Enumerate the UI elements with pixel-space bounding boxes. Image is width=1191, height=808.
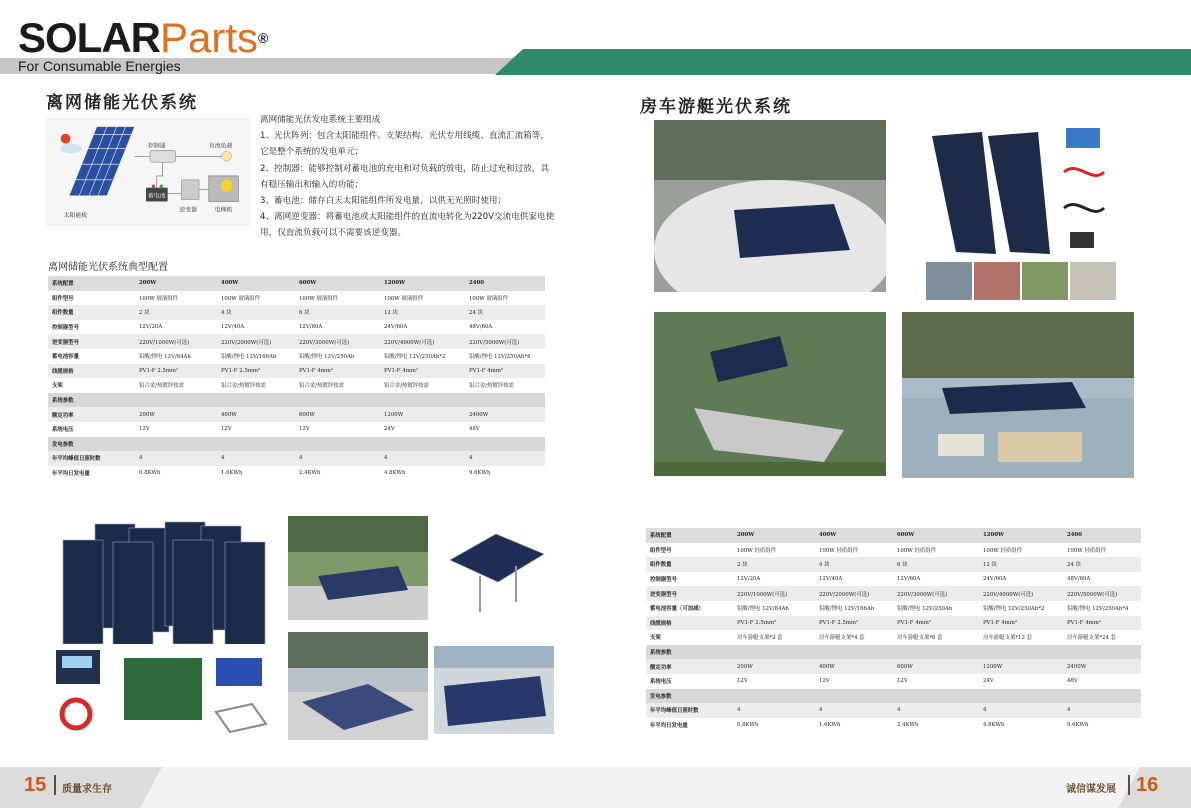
table-cell: 线缆规格	[48, 364, 135, 379]
rv-roof-photo	[654, 120, 886, 292]
components-photo	[52, 644, 280, 740]
table-section-row	[48, 437, 545, 452]
rv-yacht-config-table	[646, 528, 1141, 732]
brand-logo	[18, 14, 268, 76]
table-cell: 24V	[979, 674, 1063, 689]
table-cell: 铅酸/锂电 12V/166Ah	[217, 349, 295, 364]
left-footer-slogan: 质量求生存	[62, 784, 112, 795]
table-cell: 6 块	[295, 305, 380, 320]
diagram-label-dc-load: 直流负载	[208, 143, 233, 150]
table-cell: 12V/60A	[295, 320, 380, 335]
table-cell: 房车游艇支架*4 套	[815, 630, 893, 645]
brand-wordmark	[18, 16, 267, 60]
table-cell: 逆变器型号	[48, 334, 135, 349]
table-cell: PV1-F 4mm²	[979, 616, 1063, 631]
table-cell: 2400	[1063, 528, 1141, 543]
table-cell: 逆变器型号	[646, 586, 733, 601]
table-cell: 400W	[815, 659, 893, 674]
table-cell: PV1-F 4mm²	[465, 364, 545, 379]
offgrid-config-table	[48, 276, 545, 480]
table-cell: 铅酸/锂电 12V/250Ah*2	[380, 349, 465, 364]
table-cell: 100W 玻璃组件	[295, 291, 380, 306]
table-cell: 铅酸/锂电 12V/250Ah*4	[1063, 601, 1141, 616]
table-cell: 0.8KWh	[135, 466, 217, 481]
table-cell: 12V	[295, 422, 380, 437]
table-cell: 2 块	[135, 305, 217, 320]
table-cell: 100W 玻璃组件	[135, 291, 217, 306]
system-diagram-svg	[47, 119, 249, 225]
table-cell: PV1-F 2.5mm²	[815, 616, 893, 631]
table-cell: 12V/40A	[815, 572, 893, 587]
table-cell: 4	[217, 451, 295, 466]
table-cell: 100W 玻璃组件	[217, 291, 295, 306]
table-row	[646, 572, 1141, 587]
table-cell: 48V	[465, 422, 545, 437]
table-cell: 220V/3000W(可选)	[893, 586, 979, 601]
table-row	[48, 305, 545, 320]
table-cell: 100W 轻质组件	[733, 543, 815, 558]
footer-separator-right	[1128, 775, 1130, 795]
cloud-icon	[61, 144, 83, 154]
table-cell: 100W 轻质组件	[815, 543, 893, 558]
intro-line: 3、蓄电池：储存白天太阳能组件所发电量，以供无光照时使用；	[260, 196, 507, 207]
brand-name-suffix: Parts	[160, 14, 259, 61]
table-cell: 年平均日发电量	[48, 466, 135, 481]
table-cell: 48V/60A	[1063, 572, 1141, 587]
table-cell: PV1-F 4mm²	[893, 616, 979, 631]
table-cell: 12 块	[380, 305, 465, 320]
rooftop-mount-photo	[288, 632, 428, 740]
intro-line: 离网储能光伏发电系统主要组成	[260, 115, 381, 125]
table-cell: 220V/2000W(可选)	[815, 586, 893, 601]
table-cell: 房车游艇支架*12 套	[979, 630, 1063, 645]
system-intro-text	[260, 112, 555, 242]
table-cell: 220V/3000W(可选)	[295, 334, 380, 349]
table-cell: 12V	[815, 674, 893, 689]
table-cell: 铝合金/热镀锌按需	[217, 378, 295, 393]
table-row	[646, 718, 1141, 733]
registered-mark: ®	[258, 30, 268, 46]
table-cell: 220V/4000W(可选)	[979, 586, 1063, 601]
table-cell: 4 块	[217, 305, 295, 320]
table-cell: 220V/2000W(可选)	[217, 334, 295, 349]
dc-load-bulb-icon	[222, 151, 232, 161]
diagram-label-battery: 蓄电池	[148, 193, 166, 200]
table-cell: 100W 轻质组件	[1063, 543, 1141, 558]
brand-name-prefix: SOLAR	[18, 14, 160, 61]
table-cell: 220V/5000W(可选)	[1063, 586, 1141, 601]
rv-thumbnails-strip	[926, 262, 1116, 300]
table-cell: 1200W	[979, 528, 1063, 543]
table-cell: 12V	[135, 422, 217, 437]
table-row	[646, 703, 1141, 718]
table-cell: 铅酸/锂电 12V/250Ah	[295, 349, 380, 364]
table-cell: 年平均峰值日照时数	[646, 703, 733, 718]
table-cell: 额定功率	[48, 407, 135, 422]
section-label: 系统参数	[646, 645, 1141, 660]
table-cell: 12 块	[979, 557, 1063, 572]
table-cell: 200W	[135, 276, 217, 291]
table-cell: 房车游艇支架*6 套	[893, 630, 979, 645]
left-table-caption: 离网储能光伏系统典型配置	[48, 262, 168, 273]
intro-line: 1、光伏阵列：包含太阳能组件、支架结构、光伏专用线缆、直流汇流箱等，它是整个系统的发电单元；	[260, 131, 550, 158]
intro-line: 2、控制器：能够控制对蓄电池的充电和对负载的放电，防止过充和过放，具有稳压输出和输入的功能；	[260, 163, 550, 190]
table-row	[646, 630, 1141, 645]
table-cell: 4	[135, 451, 217, 466]
table-cell: 220V/1000W(可选)	[135, 334, 217, 349]
sun-icon	[61, 134, 71, 144]
table-cell: 400W	[217, 276, 295, 291]
table-cell: 2.4KWh	[295, 466, 380, 481]
table-cell: 年平均日发电量	[646, 718, 733, 733]
offgrid-system-diagram	[46, 118, 250, 226]
table-cell: PV1-F 4mm²	[1063, 616, 1141, 631]
canoe-solar-photo	[654, 312, 886, 476]
right-footer-slogan: 诚信谋发展	[1066, 784, 1116, 795]
table-cell: 0.8KWh	[733, 718, 815, 733]
table-cell: 600W	[893, 528, 979, 543]
table-cell: 220V/5000W(可选)	[465, 334, 545, 349]
table-cell: 铅酸/锂电 12V/84Ah	[135, 349, 217, 364]
table-cell: 控制器型号	[48, 320, 135, 335]
footer-separator-left	[54, 775, 56, 795]
table-cell: 铝合金/热镀锌按需	[295, 378, 380, 393]
header-green-band	[495, 49, 1191, 75]
table-cell: 1200W	[380, 407, 465, 422]
brand-tagline: For Consumable Energies	[18, 58, 181, 74]
table-cell: 12V/20A	[733, 572, 815, 587]
table-cell: 铝合金/热镀锌按需	[380, 378, 465, 393]
diagram-label-controller: 控制器	[148, 143, 166, 150]
left-section-title: 离网储能光伏系统	[46, 93, 198, 113]
solar-panel-icon	[69, 127, 134, 196]
table-row	[48, 407, 545, 422]
smile-icon	[221, 180, 233, 192]
table-cell: 220V/1000W(可选)	[733, 586, 815, 601]
table-cell: PV1-F 2.5mm²	[733, 616, 815, 631]
table-row	[48, 364, 545, 379]
table-cell: 12V/40A	[217, 320, 295, 335]
table-cell: 额定功率	[646, 659, 733, 674]
table-cell: 2400	[465, 276, 545, 291]
table-row	[646, 659, 1141, 674]
table-cell: 24V/60A	[979, 572, 1063, 587]
diagram-label-panel: 太阳能板	[63, 213, 88, 220]
table-cell: 12V	[893, 674, 979, 689]
table-cell: 蓄电池容量	[48, 349, 135, 364]
table-cell: PV1-F 2.5mm²	[217, 364, 295, 379]
table-section-row	[48, 393, 545, 408]
rv-accessories-photo	[1058, 124, 1108, 258]
table-cell: 系统配置	[646, 528, 733, 543]
section-label: 发电参数	[646, 689, 1141, 704]
panel-bracket-photo	[440, 520, 552, 620]
table-cell: 100W 玻璃组件	[465, 291, 545, 306]
table-row	[646, 616, 1141, 631]
table-cell: 12V/60A	[893, 572, 979, 587]
table-cell: 支架	[646, 630, 733, 645]
table-cell: 线缆规格	[646, 616, 733, 631]
inverter-icon	[181, 180, 199, 200]
table-cell: PV1-F 4mm²	[380, 364, 465, 379]
table-cell: PV1-F 4mm²	[295, 364, 380, 379]
table-cell: 12V	[733, 674, 815, 689]
table-cell: 400W	[815, 528, 893, 543]
left-page-number: 15	[24, 774, 47, 796]
table-row	[48, 378, 545, 393]
table-cell: 4	[733, 703, 815, 718]
section-label: 系统参数	[48, 393, 545, 408]
table-cell: 200W	[733, 659, 815, 674]
table-cell: 系统电压	[646, 674, 733, 689]
table-cell: PV1-F 2.5mm²	[135, 364, 217, 379]
table-cell: 组件数量	[48, 305, 135, 320]
table-cell: 系统电压	[48, 422, 135, 437]
table-cell: 组件型号	[48, 291, 135, 306]
controller-icon	[150, 150, 176, 162]
table-cell: 24V/60A	[380, 320, 465, 335]
table-cell: 4	[893, 703, 979, 718]
ground-mount-photo	[288, 516, 428, 620]
table-cell: 组件数量	[646, 557, 733, 572]
table-cell: 控制器型号	[646, 572, 733, 587]
table-cell: 48V	[1063, 674, 1141, 689]
table-row	[646, 543, 1141, 558]
table-cell: 220V/4000W(可选)	[380, 334, 465, 349]
table-cell: 1200W	[979, 659, 1063, 674]
rv-rooftop-panels-photo	[902, 312, 1134, 478]
table-cell: 4	[979, 703, 1063, 718]
table-cell: 200W	[135, 407, 217, 422]
table-row	[646, 557, 1141, 572]
right-page-number: 16	[1136, 774, 1159, 796]
table-cell: 蓄电池容量（可加减）	[646, 601, 733, 616]
table-cell: 4.8KWh	[979, 718, 1063, 733]
table-cell: 12V	[217, 422, 295, 437]
table-cell: 9.6KWh	[1063, 718, 1141, 733]
table-cell: 600W	[295, 407, 380, 422]
table-cell: 100W 轻质组件	[979, 543, 1063, 558]
table-cell: 铅酸/锂电 12V/250Ah	[893, 601, 979, 616]
flexible-panels-photo	[926, 128, 1052, 256]
table-cell: 4	[465, 451, 545, 466]
table-cell: 支架	[48, 378, 135, 393]
flat-roof-array-photo	[434, 646, 554, 734]
table-cell: 年平均峰值日照时数	[48, 451, 135, 466]
table-cell: 4	[815, 703, 893, 718]
section-label: 发电参数	[48, 437, 545, 452]
intro-line: 4、离网逆变器：将蓄电池或太阳能组件的直流电转化为220V交流电供家电使用，仅直流负载可以不需要该逆变器。	[260, 212, 555, 239]
table-cell: 4	[380, 451, 465, 466]
table-row	[48, 422, 545, 437]
table-row	[48, 451, 545, 466]
table-cell: 1200W	[380, 276, 465, 291]
table-cell: 4	[295, 451, 380, 466]
table-cell: 24V	[380, 422, 465, 437]
table-cell: 6 块	[893, 557, 979, 572]
table-cell: 4 块	[815, 557, 893, 572]
table-header-row	[48, 276, 545, 291]
table-cell: 600W	[893, 659, 979, 674]
table-row	[48, 334, 545, 349]
table-cell: 4	[1063, 703, 1141, 718]
table-cell: 铝合金/热镀锌按需	[135, 378, 217, 393]
table-cell: 铅酸/锂电 12V/250Ah*4	[465, 349, 545, 364]
table-cell: 48V/60A	[465, 320, 545, 335]
panel-stack-photo	[55, 518, 277, 646]
table-cell: 1.6KWh	[815, 718, 893, 733]
table-cell: 100W 轻质组件	[893, 543, 979, 558]
table-cell: 12V/20A	[135, 320, 217, 335]
right-section-title: 房车游艇光伏系统	[640, 97, 792, 117]
table-cell: 1.6KWh	[217, 466, 295, 481]
table-cell: 2.4KWh	[893, 718, 979, 733]
diagram-label-appliance: 电梯机	[214, 207, 233, 214]
table-cell: 400W	[217, 407, 295, 422]
table-row	[646, 601, 1141, 616]
table-section-row	[646, 689, 1141, 704]
diagram-label-inverter: 逆变器	[179, 207, 198, 214]
table-cell: 24 块	[1063, 557, 1141, 572]
table-cell: 2 块	[733, 557, 815, 572]
table-cell: 600W	[295, 276, 380, 291]
table-cell: 9.6KWh	[465, 466, 545, 481]
table-cell: 房车游艇支架*24 套	[1063, 630, 1141, 645]
table-row	[48, 466, 545, 481]
table-row	[48, 349, 545, 364]
table-cell: 2400W	[465, 407, 545, 422]
table-header-row	[646, 528, 1141, 543]
table-row	[646, 674, 1141, 689]
table-cell: 4.8KWh	[380, 466, 465, 481]
table-row	[48, 291, 545, 306]
table-cell: 铅酸/锂电 12V/84Ah	[733, 601, 815, 616]
table-section-row	[646, 645, 1141, 660]
footer-wedge	[140, 767, 1140, 808]
table-cell: 2400W	[1063, 659, 1141, 674]
table-cell: 24 块	[465, 305, 545, 320]
table-cell: 100W 玻璃组件	[380, 291, 465, 306]
table-cell: 房车游艇支架*2 套	[733, 630, 815, 645]
table-cell: 200W	[733, 528, 815, 543]
table-cell: 系统配置	[48, 276, 135, 291]
table-cell: 铅酸/锂电 12V/166Ah	[815, 601, 893, 616]
table-cell: 铝合金/热镀锌按需	[465, 378, 545, 393]
table-cell: 组件型号	[646, 543, 733, 558]
table-row	[646, 586, 1141, 601]
table-row	[48, 320, 545, 335]
table-cell: 铅酸/锂电 12V/250Ah*2	[979, 601, 1063, 616]
